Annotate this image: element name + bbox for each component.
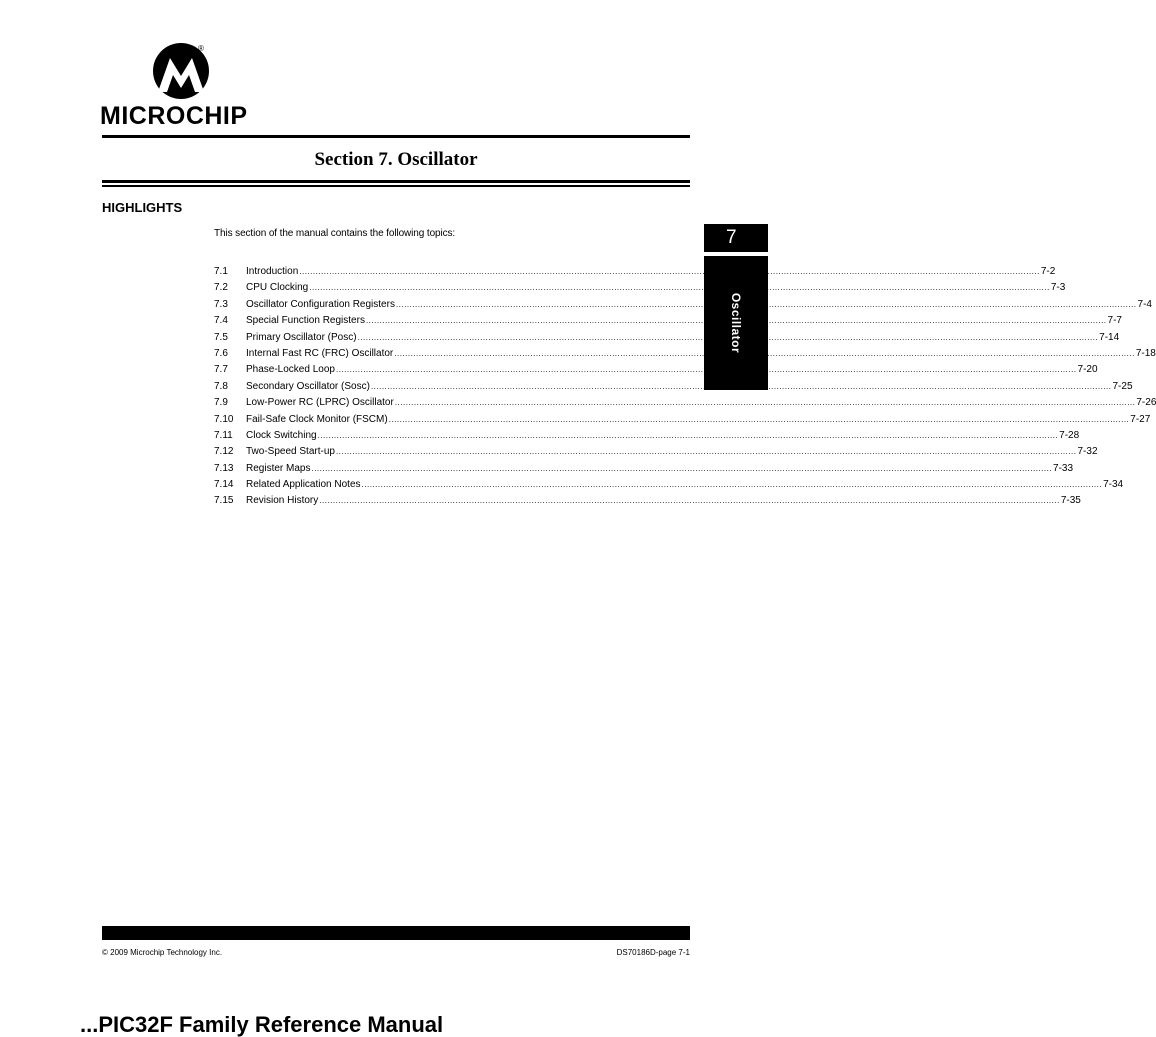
toc-entry-number: 7.1 <box>214 266 228 277</box>
toc-entry-number: 7.3 <box>214 298 228 310</box>
toc-entry-page: 7-20 <box>1077 364 1098 376</box>
toc-entry[interactable] <box>214 379 1133 395</box>
toc-entry-page: 7-14 <box>1099 331 1120 343</box>
header-rule-bottom-thin <box>102 185 690 187</box>
header-rule-bottom <box>102 180 690 183</box>
toc-entry-page: 7-25 <box>1112 380 1133 392</box>
toc-entry-number: 7.10 <box>214 413 234 425</box>
microchip-logo <box>100 42 262 130</box>
toc-entry-number: 7.11 <box>214 429 233 441</box>
toc-entry-title: Revision History <box>246 495 319 507</box>
microchip-logo-icon <box>148 42 214 100</box>
toc-entry[interactable] <box>214 280 1066 296</box>
toc-entry[interactable] <box>214 477 1124 493</box>
toc-entry-title: Two-Speed Start-up <box>246 446 335 458</box>
toc-leader-dots <box>311 461 1052 477</box>
toc-entry-number: 7.5 <box>214 331 228 343</box>
toc-leader-dots <box>389 412 1130 428</box>
toc-entry-page: 7-18 <box>1135 347 1156 359</box>
toc-entry-number: 7.15 <box>214 495 234 507</box>
registered-mark: ® <box>198 44 204 53</box>
chapter-tab-label: Oscillator <box>729 292 743 354</box>
toc-entry[interactable] <box>214 461 1074 477</box>
toc-entry-title: Clock Switching <box>246 429 317 441</box>
toc-entry-number: 7.2 <box>214 282 228 294</box>
chapter-tab-number: 7 <box>704 224 768 252</box>
toc-entry-title: CPU Clocking <box>246 282 309 294</box>
toc-entry[interactable] <box>214 362 1098 378</box>
toc-entry-number: 7.12 <box>214 446 234 458</box>
toc-entry-title: Phase-Locked Loop <box>246 364 335 376</box>
toc-entry-number: 7.9 <box>214 397 228 409</box>
toc-entry-number: 7.4 <box>214 315 228 327</box>
toc-entry-page: 7-35 <box>1060 495 1081 507</box>
toc-entry[interactable] <box>214 313 1122 329</box>
toc-entry-title: Secondary Oscillator (Sosc) <box>246 380 370 392</box>
toc-entry[interactable] <box>214 346 1156 362</box>
toc-entry-number: 7.6 <box>214 347 228 359</box>
toc-entry-title: Fail-Safe Clock Monitor (FSCM) <box>246 413 388 425</box>
toc-entry-title: Special Function Registers <box>246 315 365 327</box>
toc-leader-dots <box>362 477 1103 493</box>
toc-entry-page: 7-26 <box>1136 397 1156 409</box>
toc-entry-page: 7-3 <box>1050 282 1066 294</box>
toc-leader-dots <box>299 264 1040 280</box>
running-footer-title: ...PIC32F Family Reference Manual <box>80 1012 444 1037</box>
toc-entry[interactable] <box>214 428 1080 444</box>
toc-entry[interactable] <box>214 395 1156 411</box>
toc-entry-title: Related Application Notes <box>246 479 361 491</box>
toc-entry-title: Low-Power RC (LPRC) Oscillator <box>246 397 394 409</box>
table-of-contents <box>214 264 1156 510</box>
toc-leader-dots <box>309 280 1050 296</box>
toc-entry-title: Register Maps <box>246 462 311 474</box>
toc-entry[interactable] <box>214 493 1081 509</box>
toc-entry-number: 7.7 <box>214 364 228 376</box>
toc-leader-dots <box>395 395 1136 411</box>
toc-leader-dots <box>318 428 1059 444</box>
toc-entry-number: 7.14 <box>214 479 234 491</box>
toc-entry-page: 7-34 <box>1103 479 1124 491</box>
toc-entry-page: 7-27 <box>1130 413 1151 425</box>
toc-entry-number: 7.13 <box>214 462 234 474</box>
chapter-tab <box>704 256 768 390</box>
footer-copyright: © 2009 Microchip Technology Inc. <box>102 948 223 957</box>
toc-entry-title: Internal Fast RC (FRC) Oscillator <box>246 347 394 359</box>
toc-leader-dots <box>319 493 1060 509</box>
toc-entry-title: Primary Oscillator (Posc) <box>246 331 357 343</box>
toc-entry-page: 7-32 <box>1077 446 1098 458</box>
header-rule-top <box>102 135 690 138</box>
footer-page-ref: DS70186D-page 7-1 <box>616 948 690 957</box>
toc-entry[interactable] <box>214 444 1098 460</box>
toc-entry-title: Oscillator Configuration Registers <box>246 298 395 310</box>
footer-bar <box>102 926 690 940</box>
toc-entry[interactable] <box>214 264 1056 280</box>
toc-entry-page: 7-7 <box>1107 315 1122 327</box>
highlights-heading: HIGHLIGHTS <box>102 200 183 215</box>
logo-wordmark: MICROCHIP <box>100 102 248 130</box>
toc-entry-page: 7-4 <box>1137 298 1152 310</box>
toc-entry[interactable] <box>214 412 1151 428</box>
toc-entry[interactable] <box>214 297 1152 313</box>
toc-entry[interactable] <box>214 330 1120 346</box>
toc-leader-dots <box>336 444 1077 460</box>
toc-entry-page: 7-33 <box>1053 462 1074 474</box>
intro-text: This section of the manual contains the following topics: <box>214 228 456 239</box>
section-title: Section 7. Oscillator <box>314 149 478 170</box>
toc-entry-page: 7-2 <box>1040 266 1056 277</box>
toc-entry-number: 7.8 <box>214 380 228 392</box>
toc-entry-title: Introduction <box>246 266 299 277</box>
toc-entry-page: 7-28 <box>1059 429 1080 441</box>
